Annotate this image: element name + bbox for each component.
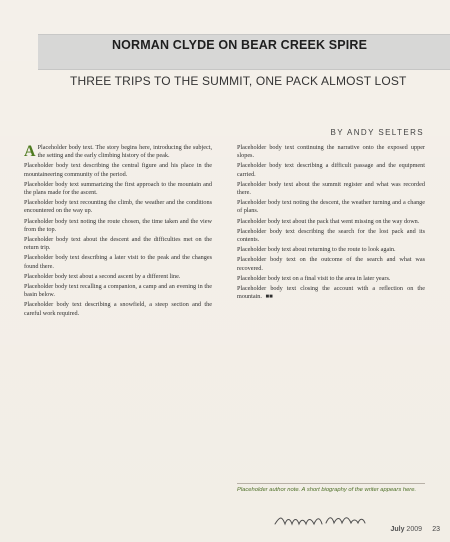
- article-paragraph: Placeholder body text noting the descent, the weather turning and a change of plans.: [237, 199, 425, 215]
- article-paragraph: Placeholder body text recalling a companion, a camp and an evening in the basin below.: [24, 283, 212, 299]
- drop-cap: A: [24, 144, 36, 160]
- article-paragraph: Placeholder body text continuing the narrative onto the exposed upper slopes.: [237, 144, 425, 160]
- article-paragraph: Placeholder body text about the pack that went missing on the way down.: [237, 217, 420, 225]
- article-subhead: THREE TRIPS TO THE SUMMIT, ONE PACK ALMOST LOST: [70, 74, 407, 88]
- signature-graphic-icon: [272, 507, 368, 531]
- footer-year: 2009: [406, 526, 422, 533]
- page-number: 23: [432, 526, 440, 533]
- article-paragraph: Placeholder body text describing a difficult passage and the equipment carried.: [237, 162, 425, 178]
- article-paragraph: [24, 144, 212, 160]
- article-paragraph: Placeholder body text noting the route chosen, the time taken and the view from the top.: [24, 217, 212, 233]
- article-paragraph: Placeholder body text on a final visit to the area in later years.: [237, 274, 391, 282]
- article-paragraph: Placeholder body text about the summit register and what was recorded there.: [237, 180, 425, 197]
- article-paragraph: [237, 285, 425, 301]
- article-paragraph: Placeholder body text on the outcome of the search and what was recovered.: [237, 256, 425, 272]
- article-paragraph: Placeholder body text describing the search for the lost pack and its contents.: [237, 227, 425, 244]
- article-paragraph-text: Placeholder body text closing the account with a reflection on the mountain.: [237, 285, 425, 301]
- article-paragraph: Placeholder body text describing a snowfield, a steep section and the careful work required.: [24, 301, 212, 317]
- article-paragraph: Placeholder body text about a second ascent by a different line.: [24, 272, 181, 280]
- issue-date: [390, 526, 422, 533]
- bio-divider: [237, 483, 425, 484]
- article-right-column: [237, 144, 425, 516]
- footer-month: July: [390, 526, 405, 533]
- article-paragraph: Placeholder body text recounting the climb, the weather and the conditions encountered on the way up.: [24, 199, 212, 215]
- article-paragraph-text: Placeholder body text. The story begins here, introducing the subject, the setting and the early climbing history of the peak.: [37, 144, 212, 160]
- article-paragraph: Placeholder body text describing the central figure and his place in the mountaineering community of the period.: [24, 162, 212, 178]
- article-paragraph: Placeholder body text about the descent and the difficulties met on the return trip.: [24, 236, 212, 252]
- author-byline: BY ANDY SELTERS: [330, 128, 424, 137]
- article-left-column: [24, 144, 212, 516]
- end-mark-icon: ■■: [265, 294, 273, 301]
- article-paragraph: Placeholder body text summarizing the first approach to the mountain and the plans made for the ascent.: [24, 180, 212, 197]
- article-paragraph: Placeholder body text describing a later visit to the peak and the changes found there.: [24, 254, 212, 270]
- article-headline: NORMAN CLYDE ON BEAR CREEK SPIRE: [112, 38, 368, 52]
- article-paragraph: Placeholder body text about returning to the route to look again.: [237, 246, 396, 254]
- author-bio: Placeholder author note. A short biography of the writer appears here.: [237, 487, 417, 493]
